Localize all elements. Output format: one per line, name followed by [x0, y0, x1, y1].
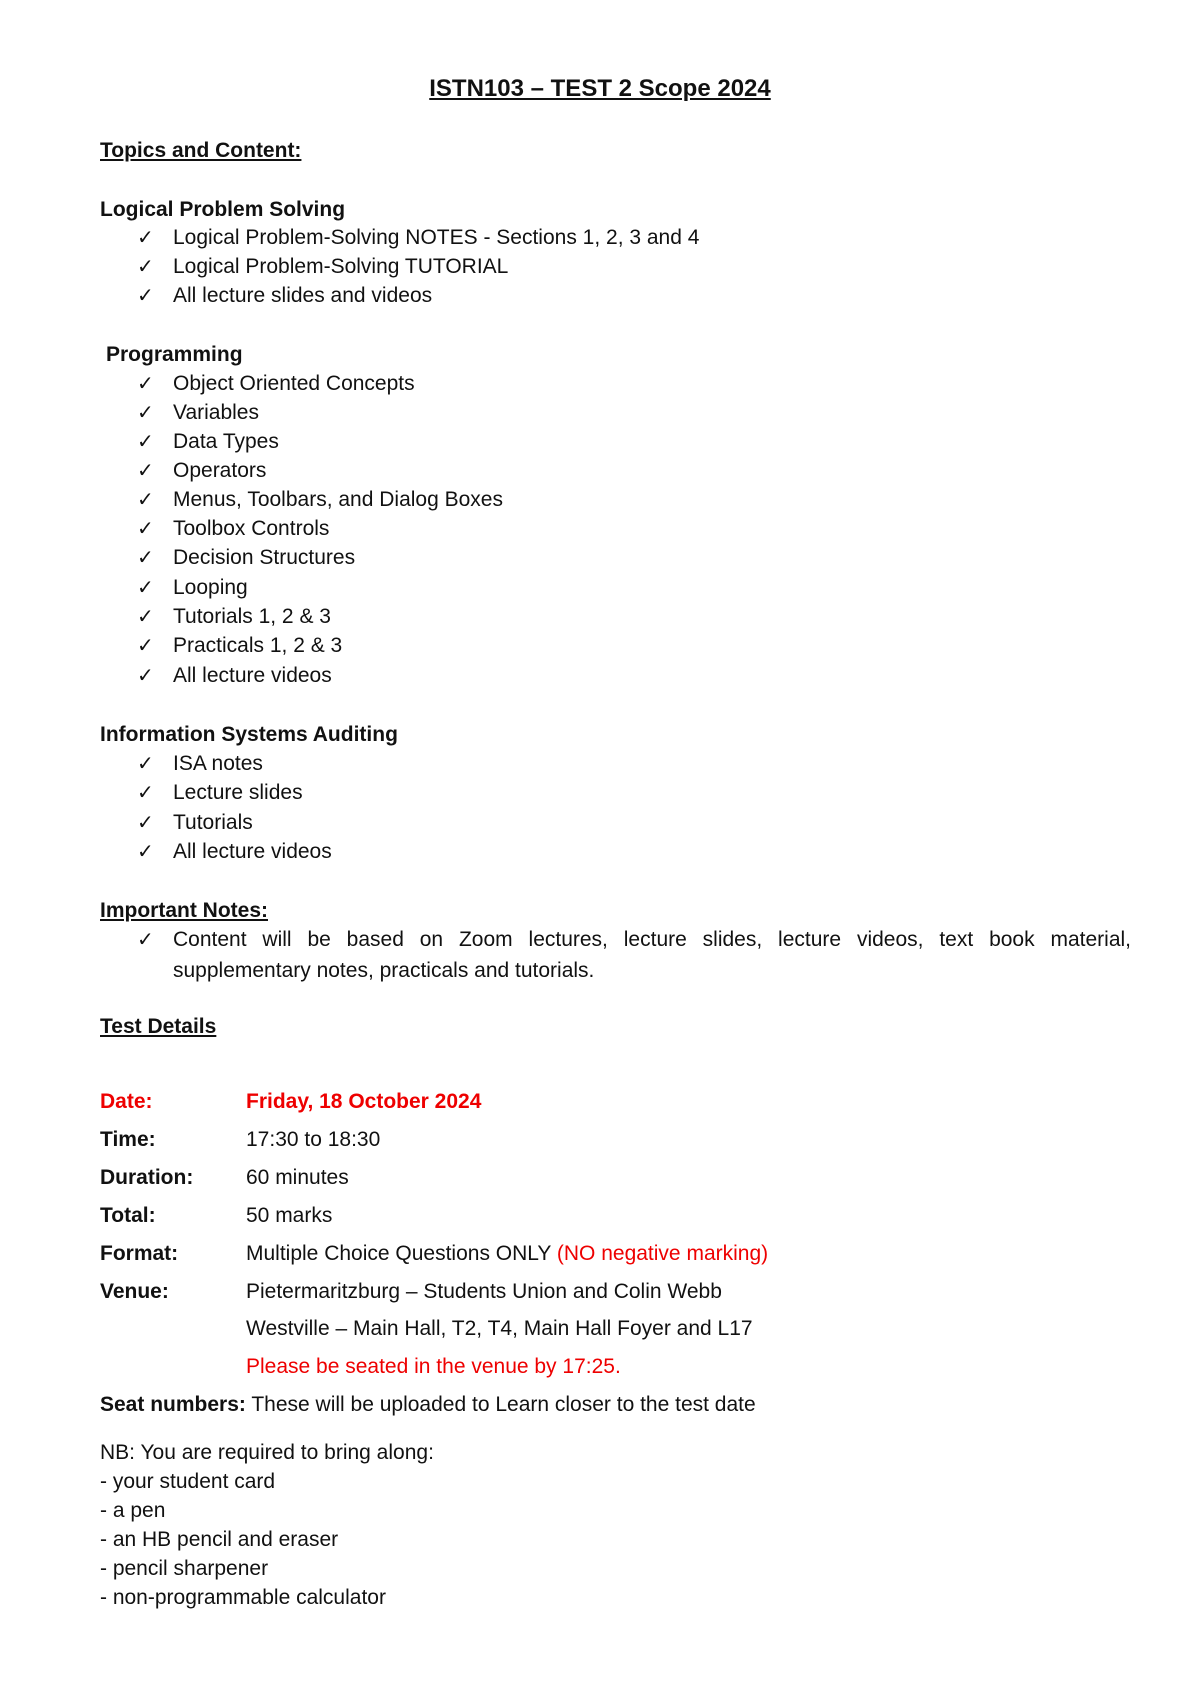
venue-pietermaritzburg: Pietermaritzburg – Students Union and Colin Webb: [246, 1280, 722, 1303]
format-text: Multiple Choice Questions ONLY: [246, 1242, 552, 1265]
check-icon: ✓: [137, 373, 154, 395]
format-value: [246, 1240, 768, 1268]
check-icon: ✓: [137, 489, 154, 511]
total-label: Total:: [100, 1204, 156, 1227]
duration-value: 60 minutes: [246, 1166, 349, 1189]
test-details-heading: Test Details: [100, 1015, 217, 1038]
seat-numbers-line: [100, 1391, 756, 1419]
list-item: All lecture videos: [173, 840, 332, 863]
check-icon: ✓: [137, 606, 154, 628]
list-item: Object Oriented Concepts: [173, 372, 415, 395]
seated-note: Please be seated in the venue by 17:25.: [246, 1355, 621, 1378]
list-item: Practicals 1, 2 & 3: [173, 634, 343, 657]
list-item: Lecture slides: [173, 781, 303, 804]
list-item: Decision Structures: [173, 546, 356, 569]
list-item: Toolbox Controls: [173, 517, 330, 540]
list-item: Data Types: [173, 430, 279, 453]
date-label: Date:: [100, 1090, 153, 1113]
check-icon: ✓: [137, 577, 154, 599]
bring-item: - an HB pencil and eraser: [100, 1528, 339, 1551]
list-item: Logical Problem-Solving TUTORIAL: [173, 255, 509, 278]
check-icon: ✓: [137, 929, 154, 951]
important-notes-text: Content will be based on Zoom lectures, lecture slides, lecture videos, text book material, supplementary notes, practicals and tutorials.: [173, 928, 1131, 982]
check-icon: ✓: [137, 285, 154, 307]
check-icon: ✓: [137, 782, 154, 804]
time-label: Time:: [100, 1128, 156, 1151]
list-item: Operators: [173, 459, 267, 482]
format-note: (NO negative marking): [556, 1242, 769, 1265]
duration-label: Duration:: [100, 1166, 194, 1189]
format-label: Format:: [100, 1242, 179, 1265]
bring-item: - pencil sharpener: [100, 1557, 269, 1580]
check-icon: ✓: [137, 402, 154, 424]
list-item: Looping: [173, 576, 248, 599]
check-icon: ✓: [137, 227, 154, 249]
document-title: ISTN103 – TEST 2 Scope 2024: [429, 75, 771, 102]
bring-item: - non-programmable calculator: [100, 1586, 386, 1609]
check-icon: ✓: [137, 460, 154, 482]
list-item: Tutorials: [173, 811, 253, 834]
check-icon: ✓: [137, 547, 154, 569]
list-item: All lecture videos: [173, 664, 332, 687]
check-icon: ✓: [137, 841, 154, 863]
list-item: Menus, Toolbars, and Dialog Boxes: [173, 488, 503, 511]
list-item: All lecture slides and videos: [173, 284, 433, 307]
important-notes-heading: Important Notes:: [100, 899, 268, 922]
list-item: Logical Problem-Solving NOTES - Sections 1, 2, 3 and 4: [173, 226, 700, 249]
check-icon: ✓: [137, 256, 154, 278]
bring-item: - a pen: [100, 1499, 166, 1522]
check-icon: ✓: [137, 635, 154, 657]
bring-item: - your student card: [100, 1470, 276, 1493]
bring-heading: NB: You are required to bring along:: [100, 1441, 434, 1464]
time-value: 17:30 to 18:30: [246, 1128, 381, 1151]
check-icon: ✓: [137, 518, 154, 540]
section-heading-information-systems-auditing: Information Systems Auditing: [100, 723, 398, 746]
section-heading-programming: Programming: [106, 343, 243, 366]
section-heading-logical-problem-solving: Logical Problem Solving: [100, 198, 346, 221]
venue-label: Venue:: [100, 1280, 169, 1303]
check-icon: ✓: [137, 753, 154, 775]
seat-numbers-label: Seat numbers:: [100, 1393, 246, 1416]
date-value: Friday, 18 October 2024: [246, 1090, 482, 1113]
check-icon: ✓: [137, 431, 154, 453]
venue-westville: Westville – Main Hall, T2, T4, Main Hall Foyer and L17: [246, 1317, 753, 1340]
list-item: Tutorials 1, 2 & 3: [173, 605, 331, 628]
list-item: ISA notes: [173, 752, 263, 775]
total-value: 50 marks: [246, 1204, 333, 1227]
list-item: Variables: [173, 401, 259, 424]
check-icon: ✓: [137, 812, 154, 834]
check-icon: ✓: [137, 665, 154, 687]
seat-numbers-value: These will be uploaded to Learn closer to the test date: [251, 1393, 756, 1416]
topics-heading: Topics and Content:: [100, 139, 302, 162]
